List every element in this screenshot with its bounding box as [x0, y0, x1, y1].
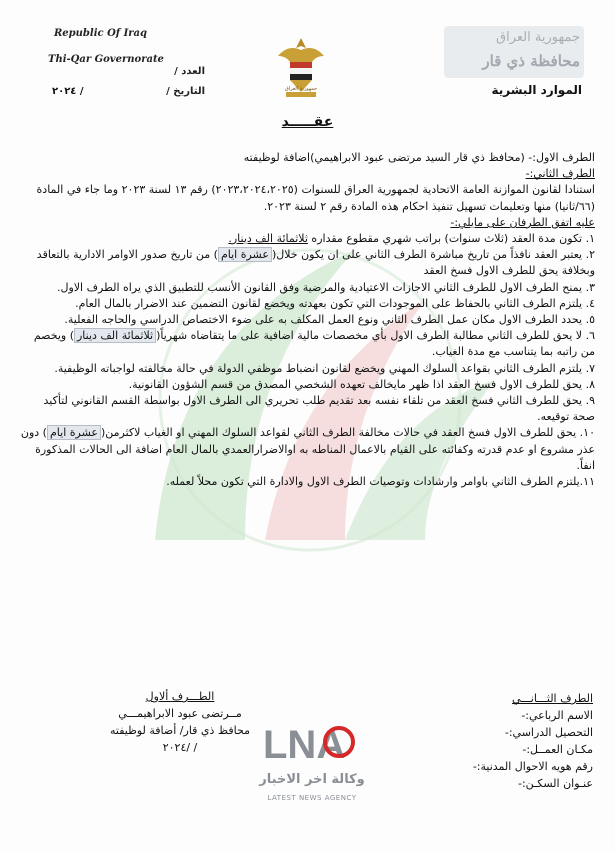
second-party-civil-id: رقم هويه الاحوال المدنية:- [472, 760, 593, 773]
logo-letters: LNA [263, 723, 346, 767]
header-arabic [440, 22, 590, 92]
department-label: الموارد البشرية [491, 83, 582, 97]
clause-5: ٥. يحدد الطرف الاول مكان عمل الطرف الثاني ونوع العمل المكلف به على ضوء الاختصاص الدراسي والحاجه الفعلية. [64, 313, 595, 327]
agreed-line: عليه اتفق الطرفان على مايلي:- [450, 215, 595, 229]
number-label: العدد / [174, 66, 205, 77]
logo-arabic: وكالة اخر الاخبار [259, 772, 365, 787]
second-party-education: التحصيل الدراسي:- [504, 726, 593, 739]
clause-1-amount: ثلاثمائة الف دينار. [228, 232, 308, 246]
stamp-line-1: جمهورية العراق [496, 30, 580, 45]
clause-4: ٤. يلتزم الطرف الثاني بالحفاظ على الموجودات التي تكون بعهدته ويخضع لقانون التضمين عند الاضرار بالمال العام. [75, 296, 595, 310]
clause-6 [20, 328, 595, 360]
clause-11: ١١.يلتزم الطرف الثاني باوامر وارشادات وتوصيات الطرف الاول والادارة التي تكون محلاً لعمله. [166, 475, 595, 489]
clause-6-text: ٦. لا يحق للطرف الثاني مطالبة الطرف الاول بأي مخصصات مالية اضافية على ما يتقاضاه شهرياً( [156, 329, 595, 343]
clause-2-rest: ) من تاريخ صدور الاوامر الادارية بالتعاقد وبخلافة يحق للطرف الاول فسخ العقد [36, 248, 595, 278]
second-party-heading: الطرف الثـــانـــي [511, 692, 593, 705]
lna-logo-icon [257, 712, 367, 768]
clause-9: ٩. يحق للطرف الثاني فسخ العقد من تلقاء نفسه بعد تقديم طلب تحريري الى الطرف الاول بواسطة القسم القانوني لتأكيد صحة توقيعه. [43, 394, 595, 424]
second-party-line: الطرف الثاني:- [525, 167, 595, 181]
news-agency-logo [257, 712, 367, 822]
clause-1 [20, 231, 595, 247]
date-label: التاريخ / [166, 86, 205, 97]
clause-10-highlight: عشرة ايام [47, 425, 101, 440]
first-party-position: محافظ ذي قار/ أضافة لوظيفته [110, 724, 250, 737]
contract-body [20, 150, 595, 490]
clause-6-highlight: ثلاثمائة الف دينار [74, 328, 156, 343]
second-party-address: عنـوان السكـن:- [518, 777, 593, 790]
date-value: / ٢٠٢٤ [52, 86, 84, 97]
clause-7: ٧. يلتزم الطرف الثاني بقواعد السلوك المهني ويخضع لقانون انضباط موظفي الدولة في حالة مخالفته لواجباته الوظيفية. [54, 361, 595, 375]
first-party-signature [90, 688, 270, 756]
first-party-name: مــرتضى عبود الابراهيمـــي [118, 707, 242, 720]
second-party-signature [423, 690, 593, 792]
logo-english: LATEST NEWS AGENCY [267, 794, 357, 802]
clause-2-text: ٢. يعتبر العقد نافذاً من تاريخ مباشرة الطرف الثاني على ان يكون خلال( [271, 248, 595, 262]
governorate-label: Thi-Qar Governorate [48, 54, 164, 65]
document-title: عقـــــد [281, 114, 334, 130]
first-party-heading: الطـــرف ألاول [145, 690, 215, 703]
clause-10-text: ١٠. يحق للطرف الاول فسخ العقد في حالات مخالفة الطرف الثاني لقواعد السلوك المهني او الغياب لاكثرمن( [100, 426, 595, 440]
second-party-workplace: مكـان العمــل:- [522, 743, 593, 756]
clause-2-highlight: عشرة ايام [218, 247, 272, 262]
republic-label: Republic Of Iraq [54, 28, 148, 39]
first-party-line: الطرف الاول:- (محافظ ذي قار السيد مرتضى عبود الابراهيمي)اضافة لوظيفته [243, 151, 595, 164]
preamble: استنادا لقانون الموازنة العامة الاتحادية لجمهورية العراق للسنوات (٢٠٢٣،٢٠٢٤،٢٠٢٥) رقم ١٣ لسنة ٢٠٢٣ وما جاء في المادة (٦٦/ثانيا) منها وتعليمات تسهيل تنفيذ احكام هذه المادة رقم ٢ لسنة ٢٠٢٣. [36, 183, 595, 213]
clause-8: ٨. يحق للطرف الاول فسخ العقد اذا ظهر مايخالف تعهده الشخصي المصدق من قسم الشؤون القانونية. [128, 377, 595, 391]
clause-10 [20, 425, 595, 474]
stamp-line-2: محافظة ذي قار [482, 52, 580, 70]
clause-10-rest: ) دون عذر مشروع او عدم قدرته وكفائته على القيام بالاعمال المناطه به اوالاضرارالعمدي بالمال العام اضافة الى الحالات المذكورة انفاً. [20, 426, 595, 472]
second-party-name: الاسم الرباعي:- [521, 709, 593, 722]
clause-3: ٣. يمنح الطرف الاول للطرف الثاني الاجازات الاعتيادية والمرضية وفق القانون الأنسب للتطبيق الذي يراه الطرف الاول. [56, 280, 595, 294]
clause-6-rest: ) ويخصم من راتبه بما يتناسب مع مدة الغياب. [33, 329, 595, 359]
clause-2 [20, 247, 595, 279]
first-party-date: / /٢٠٢٤ [162, 741, 198, 754]
emblem-caption: جمهورية العراق [284, 86, 318, 92]
clause-1-text: ١. تكون مدة العقد (ثلاث سنوات) براتب شهري مقطوع مقداره [307, 232, 595, 246]
